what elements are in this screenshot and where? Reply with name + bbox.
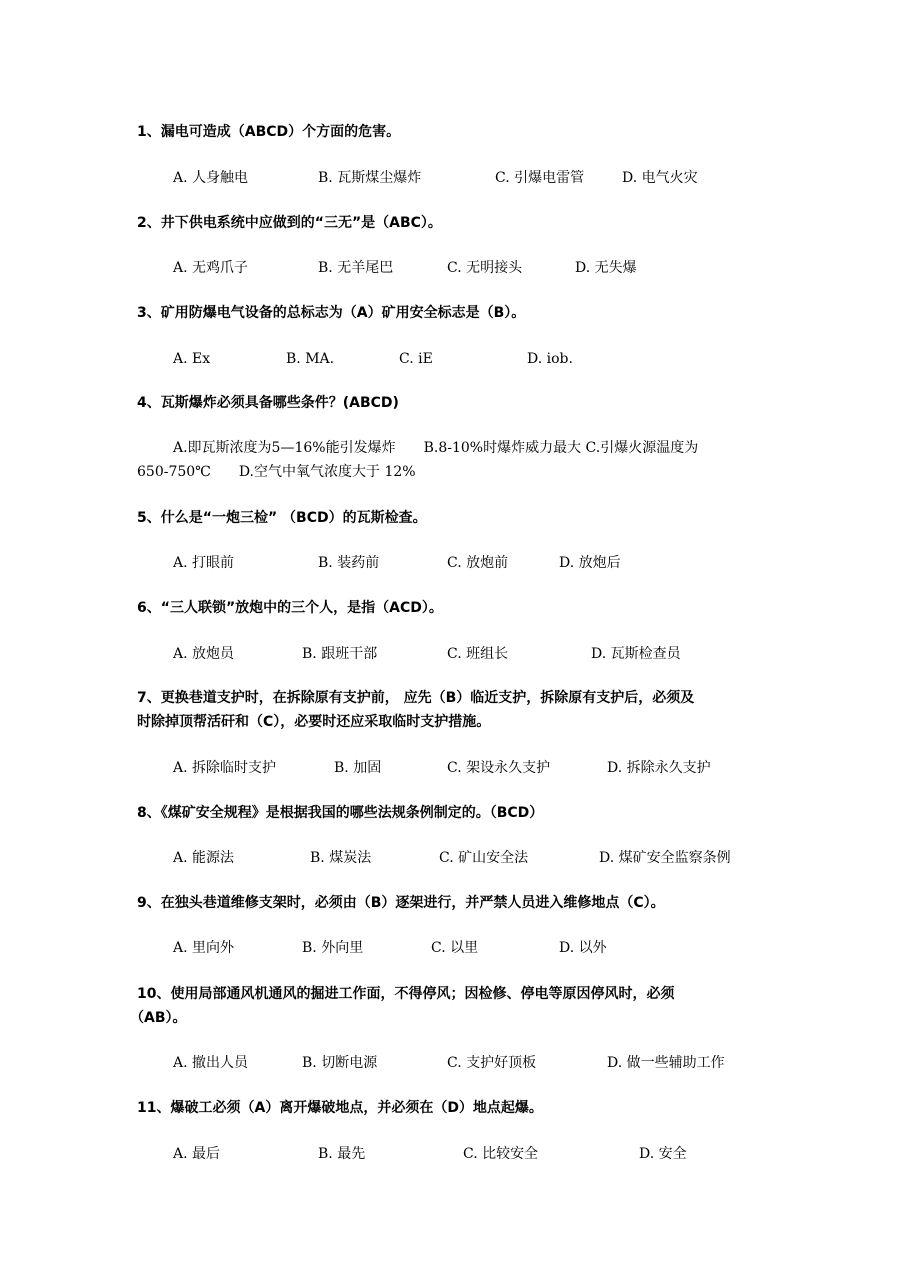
- question-7-cont: 时除掉顶帮活矸和（C），必要时还应采取临时支护措施。: [137, 714, 491, 730]
- option-11a: A. 最后: [173, 1146, 221, 1162]
- option-1d: D. 电气火灾: [622, 170, 698, 186]
- question-10-cont: （AB）。: [130, 1010, 187, 1026]
- option-7b: B. 加固: [334, 760, 382, 776]
- option-8a: A. 能源法: [173, 850, 235, 866]
- option-5a: A. 打眼前: [173, 555, 235, 571]
- option-10c: C. 支护好顶板: [447, 1055, 537, 1071]
- option-3a: A. Ex: [173, 351, 211, 367]
- option-8d: D. 煤矿安全监察条例: [599, 850, 731, 866]
- option-3b: B. MA.: [286, 351, 335, 367]
- option-6a: A. 放炮员: [173, 646, 235, 662]
- question-3: 3、矿用防爆电气设备的总标志为（A）矿用安全标志是（B）。: [137, 305, 526, 321]
- option-7c: C. 架设永久支护: [447, 760, 551, 776]
- option-4-line2: 650-750℃ D.空气中氧气浓度大于 12%: [137, 464, 416, 480]
- question-2: 2、井下供电系统中应做到的“三无”是（ABC）。: [137, 215, 442, 231]
- question-8: 8、《煤矿安全规程》是根据我国的哪些法规条例制定的。（BCD）: [137, 805, 544, 821]
- option-8b: B. 煤炭法: [310, 850, 372, 866]
- option-10d: D. 做一些辅助工作: [607, 1055, 725, 1071]
- option-7a: A. 拆除临时支护: [173, 760, 277, 776]
- option-2d: D. 无失爆: [575, 260, 637, 276]
- option-5d: D. 放炮后: [559, 555, 621, 571]
- question-7: 7、更换巷道支护时，在拆除原有支护前， 应先（B）临近支护，拆除原有支护后，必须及: [137, 690, 695, 706]
- option-5b: B. 装药前: [318, 555, 380, 571]
- option-10b: B. 切断电源: [302, 1055, 378, 1071]
- option-6c: C. 班组长: [447, 646, 509, 662]
- question-5: 5、什么是“一炮三检” （BCD）的瓦斯检查。: [137, 510, 427, 526]
- option-5c: C. 放炮前: [447, 555, 509, 571]
- question-9: 9、在独头巷道维修支架时，必须由（B）逐架进行，并严禁人员进入维修地点（C）。: [137, 895, 665, 911]
- option-11d: D. 安全: [639, 1146, 687, 1162]
- option-2b: B. 无羊尾巴: [318, 260, 394, 276]
- question-10: 10、使用局部通风机通风的掘进工作面，不得停风；因检修、停电等原因停风时，必须: [137, 986, 675, 1002]
- question-6: 6、“三人联锁”放炮中的三个人，是指（ACD）。: [137, 600, 443, 616]
- option-9b: B. 外向里: [302, 940, 364, 956]
- option-9c: C. 以里: [431, 940, 479, 956]
- option-1b: B. 瓦斯煤尘爆炸: [318, 170, 422, 186]
- option-9d: D. 以外: [559, 940, 607, 956]
- option-3c: C. iE: [399, 351, 433, 367]
- option-8c: C. 矿山安全法: [439, 850, 529, 866]
- option-7d: D. 拆除永久支护: [607, 760, 711, 776]
- option-9a: A. 里向外: [173, 940, 235, 956]
- option-11b: B. 最先: [318, 1146, 366, 1162]
- option-1c: C. 引爆电雷管: [495, 170, 585, 186]
- question-11: 11、爆破工必须（A）离开爆破地点，并必须在（D）地点起爆。: [137, 1100, 543, 1116]
- option-10a: A. 撤出人员: [173, 1055, 249, 1071]
- option-2a: A. 无鸡爪子: [173, 260, 249, 276]
- option-2c: C. 无明接头: [447, 260, 523, 276]
- option-4-line1: A.即瓦斯浓度为5—16%能引发爆炸 B.8-10%时爆炸威力最大 C.引爆火源温度为: [173, 440, 699, 456]
- option-1a: A. 人身触电: [173, 170, 249, 186]
- option-3d: D. iob.: [527, 351, 573, 367]
- option-6b: B. 跟班干部: [302, 646, 378, 662]
- option-11c: C. 比较安全: [463, 1146, 539, 1162]
- question-4: 4、瓦斯爆炸必须具备哪些条件？(ABCD): [137, 395, 399, 411]
- question-1: 1、漏电可造成（ABCD）个方面的危害。: [137, 124, 401, 140]
- option-6d: D. 瓦斯检查员: [591, 646, 681, 662]
